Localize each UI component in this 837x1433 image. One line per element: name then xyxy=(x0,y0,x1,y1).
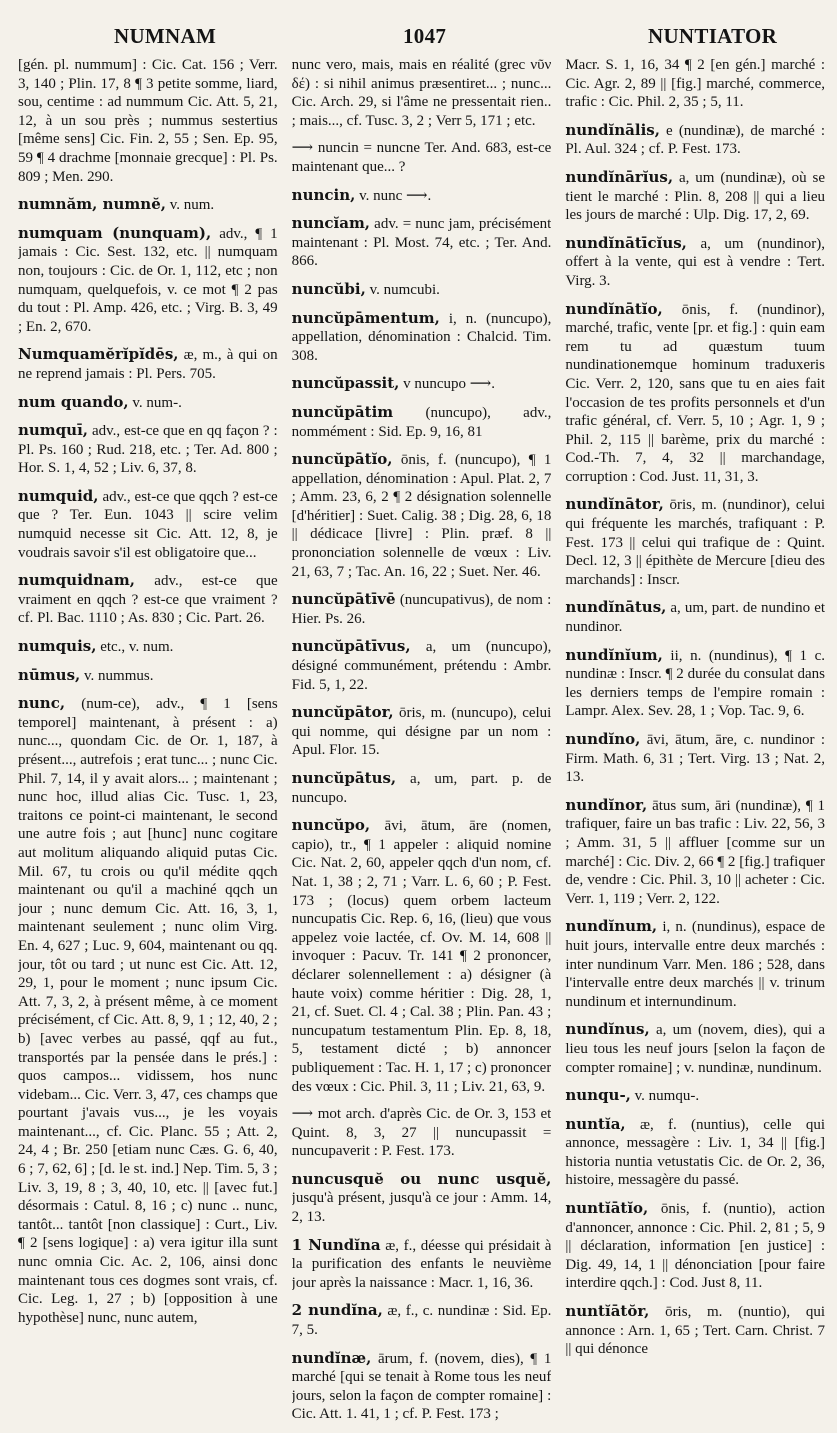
text-columns xyxy=(18,56,825,1433)
entry-definition: etc., v. num. xyxy=(100,639,174,656)
entry-headword: 1 Nundĭna xyxy=(291,1235,381,1254)
column-left xyxy=(18,56,278,1433)
entry-definition: (nuncupativus), de nom : Hier. Ps. 26. xyxy=(291,592,552,627)
entry-headword: nunc, xyxy=(18,694,66,713)
entry-definition: Macr. S. 1, 16, 34 ¶ 2 [en gén.] marché : Cic. Agr. 2, 89 || [fig.] marché, commerce, trafic : Cic. Phil. 2, 35 ; 5, 11. xyxy=(565,57,826,111)
dictionary-entry xyxy=(565,1020,825,1077)
dictionary-entry xyxy=(565,168,825,225)
entry-definition: ōnis, f. (nundinor), marché, trafic, vente [pr. et fig.] : quin eam rem tu ad quæstum tuum nundinationemque hominum traduxeris Cic. Verr. 2, 120, sans que tu en aies fait l'occasion de tes profits personnels et d'un trafic général, cf. Verr. 5, 10 ; Agr. 1, 9 ; Phil. 2, 115 || barème, prix du marché : Cod.-Th. 7, 4, 32 || marchandage, corruption : Cod. Just. 11, 31, 3. xyxy=(565,301,826,485)
entry-headword: nuncĭam, xyxy=(291,214,371,233)
entry-headword: nuntĭātŏr, xyxy=(565,1302,650,1321)
dictionary-entry xyxy=(565,1302,825,1359)
dictionary-entry xyxy=(18,421,278,478)
dictionary-entry xyxy=(18,393,278,413)
dictionary-entry xyxy=(292,1301,552,1339)
dictionary-entry xyxy=(565,917,825,1011)
dictionary-entry xyxy=(292,1349,552,1424)
entry-definition: v. nunc ⟶. xyxy=(359,187,432,204)
entry-headword: 2 nundĭna, xyxy=(291,1301,383,1320)
entry-definition: a, um (nundinæ), où se tient le marché : Plin. 8, 208 || qui a lieu les jours de marché : Ulp. Dig. 17, 2, 69. xyxy=(565,169,826,224)
dictionary-entry xyxy=(292,403,552,441)
entry-definition: a, um, part. p. de nuncupo. xyxy=(291,771,552,806)
dictionary-entry xyxy=(18,56,278,186)
entry-definition: adv. = nunc jam, précisément maintenant : Pl. Most. 74, etc. ; Ter. And. 866. xyxy=(291,216,552,270)
dictionary-entry xyxy=(292,1236,552,1293)
entry-headword: numquis, xyxy=(18,637,97,656)
entry-headword: nuncŭbi, xyxy=(291,279,366,298)
dictionary-entry xyxy=(292,1170,552,1227)
entry-definition: ātus sum, āri (nundinæ), ¶ 1 trafiquer, faire un bas trafic : Liv. 22, 56, 3 ; Amm. 31, 5 || affluer [comme sur un marché] : Cic. Div. 2, 66 ¶ 2 [fig.] trafiquer de, vendre : Cic. Phil. 3, 10 || acheter : Cic. Verr. 1, 119 ; Verr. 2, 122. xyxy=(565,797,826,907)
entry-definition: a, um (nuncupo), désigné communément, prétendu : Ambr. Fid. 5, 1, 22. xyxy=(291,639,552,693)
entry-headword: nuncŭpassit, xyxy=(291,374,400,393)
entry-headword: num quando, xyxy=(18,392,129,411)
entry-definition: ōris, m. (nuntio), qui annonce : Arn. 1, 65 ; Tert. Carn. Christ. 7 || qui dénonce xyxy=(565,1304,826,1358)
dictionary-entry xyxy=(18,224,278,337)
entry-headword: nuntĭātĭo, xyxy=(565,1199,649,1218)
entry-definition: (nuncupo), adv., nommément : Sid. Ep. 9, 16, 81 xyxy=(291,404,552,440)
column-middle xyxy=(292,56,552,1433)
entry-headword: nundĭnārĭus, xyxy=(565,167,674,186)
entry-definition: ⟶ mot arch. d'après Cic. de Or. 3, 153 et Quint. 8, 3, 27 || nuncupassit = nuncupaverit : P. Fest. 173. xyxy=(291,1106,552,1160)
dictionary-entry xyxy=(292,214,552,271)
entry-headword: nundĭnum, xyxy=(565,917,658,936)
dictionary-entry xyxy=(292,637,552,694)
dictionary-entry xyxy=(565,56,825,112)
entry-headword: nuncusquĕ ou nunc usquĕ, xyxy=(291,1169,552,1188)
entry-definition: a, um, part. de nundino et nundinor. xyxy=(565,600,826,636)
dictionary-entry xyxy=(292,280,552,300)
entry-definition: v. nummus. xyxy=(84,667,154,684)
dictionary-entry xyxy=(292,186,552,206)
entry-headword: numnăm, numnĕ, xyxy=(18,195,166,214)
dictionary-entry xyxy=(292,769,552,807)
dictionary-entry xyxy=(292,374,552,394)
entry-headword: nundĭnātīcĭus, xyxy=(565,233,687,252)
entry-definition: a, um (nundinor), offert à la vente, qui est à vendre : Tert. Virg. 3. xyxy=(565,235,826,289)
dictionary-entry xyxy=(292,703,552,760)
dictionary-entry xyxy=(18,571,278,628)
header-first-word: NUMNAM xyxy=(114,24,217,48)
entry-headword: nuncŭpātus, xyxy=(291,769,397,787)
entry-definition: i, n. (nuncupo), appellation, dénomination : Chalcid. Tim. 308. xyxy=(291,310,552,364)
header-last-word: NUNTIATOR xyxy=(648,24,778,48)
entry-headword: nundĭnor, xyxy=(565,795,648,814)
entry-headword: nuncŭpātīvē xyxy=(291,590,396,609)
entry-definition: æ, f., déesse qui présidait à la purification des enfants le neuvième jour après la naissance : Macr. 1, 16, 36. xyxy=(291,1237,552,1291)
entry-definition: jusqu'à présent, jusqu'à ce jour : Amm. 14, 2, 13. xyxy=(291,1190,552,1226)
entry-definition: æ, m., à qui on ne reprend jamais : Pl. Pers. 705. xyxy=(18,347,278,382)
entry-definition: v. num-. xyxy=(132,394,182,411)
entry-headword: nuncŭpātim xyxy=(291,402,394,421)
entry-definition: ii, n. (nundinus), ¶ 1 c. nundinæ : Inscr. ¶ 2 durée du consulat dans les derniers temps de l'empire romain : Lampr. Alex. Sev. 28, 1 ; Vop. Tac. 9, 6. xyxy=(565,647,826,720)
entry-headword: numquidnam, xyxy=(18,571,135,590)
dictionary-entry xyxy=(18,694,278,1327)
entry-definition: v. numcubi. xyxy=(369,281,440,298)
dictionary-entry xyxy=(292,816,552,1096)
entry-definition: ōris, m. (nuncupo), celui qui nomme, qui désigne par un nom : Apul. Flor. 15. xyxy=(291,705,552,759)
entry-headword: nūmus, xyxy=(18,665,81,684)
entry-definition: (num-ce), adv., ¶ 1 [sens temporel] maintenant, à présent : a) nunc..., quondam Cic. de Or. 1, 187, à présent..., autrefois ; erat tunc... ; nunc Cic. Phil. 7, 14, il y avait alors... ; maintenant ; nunc hoc, illud alias Cic. Tusc. 1, 23, traitons ce point-ci maintenant, le second une autre fois ; aut [hunc] nunc cogitare aut molitum aliquando aliquid putas Cic. Mil. 67, tu crois ou qu'il médite qqch maintenant ou qu'il a machiné qqch un jour ; nunc demum Cic. Att. 16, 3, 1, maintenant seulement ; nunc olim Virg. En. 4, 627 ; Luc. 9, 604, maintenant ou qq. jour, tôt ou tard ; ut nunc est Cic. Att. 12, 29, 1, pour le moment ; nunc ipsum Cic. Att. 7, 3, 2, à présent même, à ce moment précisément, cf Cic. Att. 8, 9, 1 ; 12, 40, 2 ; b) [avec verbes au passé, qqf au fut., transportés par la pensée dans le prés.] : quos campos... vidissem, hos nunc videbam... Cic. Verr. 3, 47, ces champs que pourtant j'avais vus..., je les voyais maintenant..., cf. Cic. Planc. 55 ; Att. 2, 24, 4 ; Br. 250 [etiam nunc Cæs. G. 6, 40, 6 ; 7, 62, 6] ; [d. le st. ind.] Nep. Tim. 5, 3 ; Liv. 3, 19, 8 ; 3, 40, 10, etc. || [avec fut.] désormais : Catul. 8, 16 ; c) nunc .. nunc, tantôt... tantôt [non classique] : Curt., Liv. ¶ 2 [sens logique] : a) vera igitur illa sunt nunc omnia Cic. Ac. 2, 106, ainsi donc maintenant tous ces dogmes sont vrais, cf. Cic. Leg. 1, 27 ; b) [opposition à une hypothèse] nunc, nunc autem, xyxy=(18,696,278,1326)
entry-definition: v. numqu-. xyxy=(634,1088,700,1105)
entry-headword: nundĭnæ, xyxy=(291,1348,372,1367)
dictionary-entry xyxy=(292,56,552,130)
entry-headword: nundĭnālis, xyxy=(565,120,660,139)
entry-headword: nuncŭpo, xyxy=(291,816,371,835)
entry-headword: numquam (nunquam), xyxy=(18,223,212,242)
entry-definition: adv., est-ce que qqch ? est-ce que ? Ter. Eun. 1043 || scire velim numquid necesse sit Cic. Att. 12, 8, je voudrais savoir s'il est obligatoire que... xyxy=(18,488,278,561)
page-number: 1047 xyxy=(403,24,447,48)
dictionary-entry xyxy=(292,309,552,366)
entry-headword: nundĭnātor, xyxy=(565,495,664,514)
entry-definition: nunc vero, mais, mais en réalité (grec νῦν δέ) : si nihil animus præsentiret... ; nunc... Cic. Arch. 29, si l'âme ne pressentait rien.. ; mais..., cf. Tusc. 3, 2 ; Verr 5, 171 ; etc. xyxy=(291,57,552,129)
dictionary-entry xyxy=(292,1105,552,1161)
entry-definition: adv., est-ce que en qq façon ? : Pl. Ps. 160 ; Rud. 218, etc. ; Ter. Ad. 800 ; Hor. S. 1, 4, 52 ; Liv. 6, 37, 8. xyxy=(18,423,278,477)
entry-headword: nuncŭpātīvus, xyxy=(291,637,411,656)
dictionary-entry xyxy=(565,598,825,636)
dictionary-entry xyxy=(565,234,825,291)
entry-definition: ⟶ nuncin = nuncne Ter. And. 683, est-ce maintenant que... ? xyxy=(291,140,552,175)
dictionary-entry xyxy=(565,730,825,787)
entry-headword: nunqu-, xyxy=(565,1086,631,1105)
entry-headword: nuncin, xyxy=(291,185,356,204)
dictionary-entry xyxy=(292,450,552,581)
entry-headword: nuncŭpātor, xyxy=(291,703,394,722)
column-right xyxy=(565,56,825,1433)
dictionary-entry xyxy=(565,646,825,721)
dictionary-entry xyxy=(18,487,278,562)
dictionary-entry xyxy=(565,1115,825,1190)
entry-headword: nundĭnĭum, xyxy=(565,645,663,664)
dictionary-entry xyxy=(292,590,552,628)
entry-definition: adv., est-ce que vraiment en qqch ? est-ce que vraiment ? cf. Pl. Bac. 1110 ; As. 830 ; Cic. Part. 26. xyxy=(18,573,278,627)
running-header xyxy=(18,10,825,56)
dictionary-entry xyxy=(565,796,825,909)
entry-headword: nundĭnātus, xyxy=(565,598,667,617)
entry-headword: nundĭno, xyxy=(565,730,641,748)
dictionary-entry xyxy=(565,300,825,487)
entry-definition: āvi, ātum, āre, c. nundinor : Firm. Math. 6, 31 ; Tert. Virg. 13 ; Nat. 2, 13. xyxy=(565,732,826,786)
entry-headword: nuncŭpātĭo, xyxy=(291,450,393,469)
entry-definition: v nuncupo ⟶. xyxy=(403,376,496,393)
entry-headword: nundĭnātĭo, xyxy=(565,299,663,318)
entry-definition: a, um (novem, dies), qui a lieu tous les neuf jours [selon la façon de compter romaine] ; v. nundinæ, nundinum. xyxy=(565,1022,826,1076)
entry-definition: ārum, f. (novem, dies), ¶ 1 marché [qui se tenait à Rome tous les neuf jours, selon la façon de compter romaine] : Cic. Att. 1. 41, 1 ; cf. P. Fest. 173 ; xyxy=(291,1350,552,1423)
entry-definition: æ, f., c. nundinæ : Sid. Ep. 7, 5. xyxy=(291,1303,552,1339)
entry-definition: āvi, ātum, āre (nomen, capio), tr., ¶ 1 appeler : aliquid nomine Cic. Nat. 2, 60, appeler qqch d'un nom, cf. Nat. 1, 38 ; 2, 71 ; Varr. L. 6, 60 ; P. Fest. 173 ; (locus) quem orbem lacteum nuncupatis Cic. Rep. 6, 16, (lieu) que vous appelez voie lactée, cf. Ov. M. 14, 608 || invoquer : Pacuv. Tr. 141 ¶ 2 prononcer, déclarer solennellement : a) désigner (à haute voix) comme héritier : Dig. 28, 1, 21, cf. Suet. Cl. 4 ; Cal. 38 ; Plin. Pan. 43 ; nuncupatum testamentum Plin. Ep. 8, 18, 5, testament dicté ; b) annoncer publiquement : Tac. H. 1, 17 ; c) prononcer des vœux : Cic. Phil. 3, 11 ; Liv. 21, 63, 9. xyxy=(291,818,552,1095)
entry-definition: [gén. pl. nummum] : Cic. Cat. 156 ; Verr. 3, 140 ; Plin. 17, 8 ¶ 3 petite somme, liard, sou, centime : ad nummum Cic. Att. 5, 21, 12, à un sou près ; nummus sestertius [même sens] Cic. Fin. 2, 55 ; Sen. Ep. 95, 59 ¶ 4 drachme [monnaie grecque] : Pl. Ps. 809 ; Men. 290. xyxy=(18,57,278,185)
entry-headword: nundĭnus, xyxy=(565,1020,650,1039)
entry-definition: adv., ¶ 1 jamais : Cic. Sest. 132, etc. || numquam non, toujours : Cic. de Or. 1, 112, etc ; non numquam, quelquefois, v. ce mot ¶ 2 pas du tout : Pl. Amp. 426, etc. ; Virg. B. 3, 49 ; En. 2, 670. xyxy=(18,225,278,335)
entry-definition: i, n. (nundinus), espace de huit jours, intervalle entre deux marchés : inter nundinum Varr. Men. 186 ; 528, dans l'intervalle entre deux marchés || v. trinum nundinum et internundinum. xyxy=(565,919,826,1010)
dictionary-entry xyxy=(18,666,278,686)
dictionary-entry xyxy=(565,121,825,159)
dictionary-entry xyxy=(292,139,552,176)
dictionary-entry xyxy=(18,345,278,383)
entry-definition: v. num. xyxy=(169,197,215,214)
entry-definition: e (nundinæ), de marché : Pl. Aul. 324 ; cf. P. Fest. 173. xyxy=(565,122,826,158)
entry-headword: nuncŭpāmentum, xyxy=(291,308,440,327)
entry-headword: Numquamĕrĭpĭdēs, xyxy=(18,345,179,364)
entry-definition: æ, f. (nuntius), celle qui annonce, messagère : Liv. 1, 34 || [fig.] historia nuntia vetustatis Cic. de Or. 2, 36, histoire, messagère du passé. xyxy=(565,1116,826,1189)
entry-definition: ōnis, f. (nuncupo), ¶ 1 appellation, dénomination : Apul. Plat. 2, 7 ; Amm. 23, 6, 2 ¶ 2 désignation solennelle [d'héritier] : Suet. Calig. 38 ; Dig. 28, 6, 18 || dédicace [livre] : Plin. præf. 8 || prononciation solennelle de vœux : Liv. 21, 63, 7 ; Tac. An. 16, 22 ; Suet. Ner. 46. xyxy=(291,452,552,580)
entry-definition: ōris, m. (nundinor), celui qui fréquente les marchés, trafiquant : P. Fest. 173 || celui qui trafique de : Quint. Decl. 12, 3 || épithète de Mercure [dieu des marchands] : Inscr. xyxy=(565,497,826,588)
dictionary-entry xyxy=(565,1086,825,1106)
dictionary-entry xyxy=(18,195,278,215)
entry-definition: ōnis, f. (nuntio), action d'annoncer, annonce : Cic. Phil. 2, 81 ; 5, 9 || déclaration, information [en justice] : Dig. 49, 14, 1 || dénonciation [pour faire interdire qqch.] : Cod. Just 8, 11. xyxy=(565,1201,826,1292)
dictionary-entry xyxy=(18,637,278,657)
dictionary-entry xyxy=(565,495,825,589)
entry-headword: numquī, xyxy=(18,421,88,440)
dictionary-entry xyxy=(565,1199,825,1293)
entry-headword: nuntĭa, xyxy=(565,1114,626,1133)
entry-headword: numquid, xyxy=(18,486,99,505)
